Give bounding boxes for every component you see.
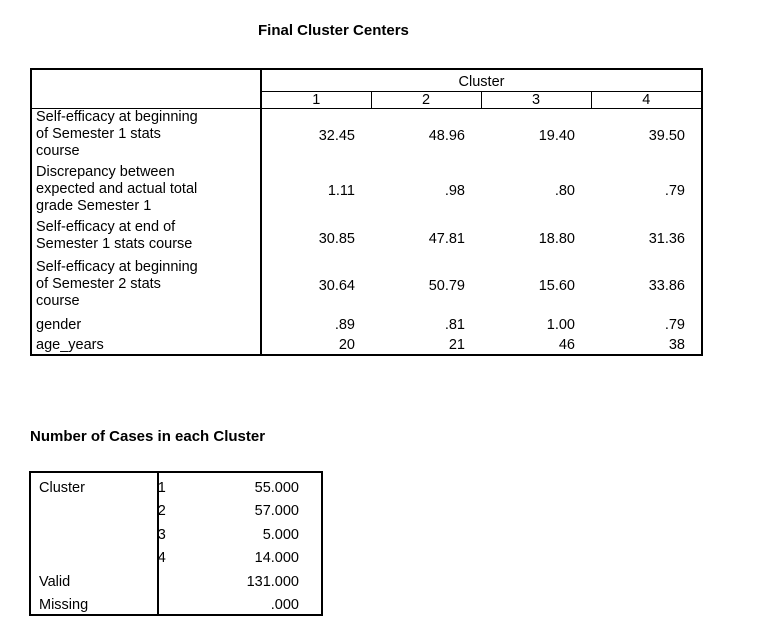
case-count: 14.000 (158, 544, 322, 568)
value-cell: 47.81 (428, 230, 465, 247)
row-label: Self-efficacy at beginning of Semester 2 stats course (31, 259, 261, 314)
table-row (31, 164, 702, 219)
missing-count: .000 (158, 591, 322, 616)
value-cell: 1.11 (327, 183, 355, 199)
value-cell: 38 (668, 337, 685, 353)
cases-per-cluster-table (29, 471, 323, 616)
empty-label (30, 520, 158, 544)
value-cell: .79 (664, 317, 685, 333)
case-count: 57.000 (158, 497, 322, 521)
case-count: 5.000 (158, 520, 322, 544)
value-cell: 1.00 (546, 317, 575, 333)
empty-label (30, 544, 158, 568)
value-cell: 32.45 (318, 128, 355, 144)
value-cell: 33.86 (648, 278, 685, 294)
row-label: Self-efficacy at beginning of Semester 1 stats course (31, 109, 261, 165)
cluster-header: Cluster (261, 69, 702, 92)
value-cell: 31.36 (648, 230, 685, 247)
table-row (30, 591, 322, 616)
value-cell: 19.40 (538, 128, 575, 144)
valid-label: Valid (39, 573, 71, 590)
value-cell: 21 (448, 337, 465, 353)
cluster-col-3: 3 (481, 92, 591, 109)
final-cluster-centers-table (30, 68, 703, 356)
cluster-label: Cluster (39, 479, 85, 496)
value-cell: .98 (444, 183, 465, 199)
row-label: Discrepancy between expected and actual total grade Semester 1 (31, 164, 261, 219)
value-cell: 30.64 (318, 278, 355, 294)
valid-count: 131.000 (158, 567, 322, 591)
table-row (31, 259, 702, 314)
value-cell: .89 (334, 317, 355, 333)
value-cell: 30.85 (318, 230, 355, 247)
table-row: 2 57.000 (30, 497, 322, 521)
row-label: gender (31, 314, 261, 334)
empty-label (30, 497, 158, 521)
table-row (31, 109, 702, 165)
value-cell: 39.50 (648, 128, 685, 144)
value-cell: 46 (558, 337, 575, 353)
final-cluster-centers-title: Final Cluster Centers (258, 22, 409, 39)
row-label: Self-efficacy at end of Semester 1 stats course (31, 219, 261, 259)
table-row: 4 14.000 (30, 544, 322, 568)
table-row (31, 314, 702, 334)
table-row: Cluster 1 55.000 (30, 472, 322, 497)
value-cell: 48.96 (428, 128, 465, 144)
table-row (31, 334, 702, 355)
cluster-col-1: 1 (261, 92, 371, 109)
value-cell: 15.60 (538, 278, 575, 294)
cluster-header-row (31, 69, 702, 92)
value-cell: 50.79 (428, 278, 465, 294)
cases-per-cluster-title: Number of Cases in each Cluster (30, 428, 266, 445)
corner-cell (31, 69, 261, 109)
value-cell: .79 (664, 183, 685, 199)
missing-label: Missing (39, 597, 89, 613)
value-cell: 18.80 (538, 230, 575, 247)
cluster-col-4: 4 (591, 92, 702, 109)
value-cell: .81 (444, 317, 465, 333)
table-row (31, 219, 702, 259)
value-cell: .80 (554, 183, 575, 199)
case-count: 55.000 (158, 472, 322, 497)
table-row (30, 567, 322, 591)
value-cell: 20 (338, 337, 355, 353)
row-label: age_years (31, 334, 261, 355)
table-row: 3 5.000 (30, 520, 322, 544)
cluster-col-2: 2 (371, 92, 481, 109)
